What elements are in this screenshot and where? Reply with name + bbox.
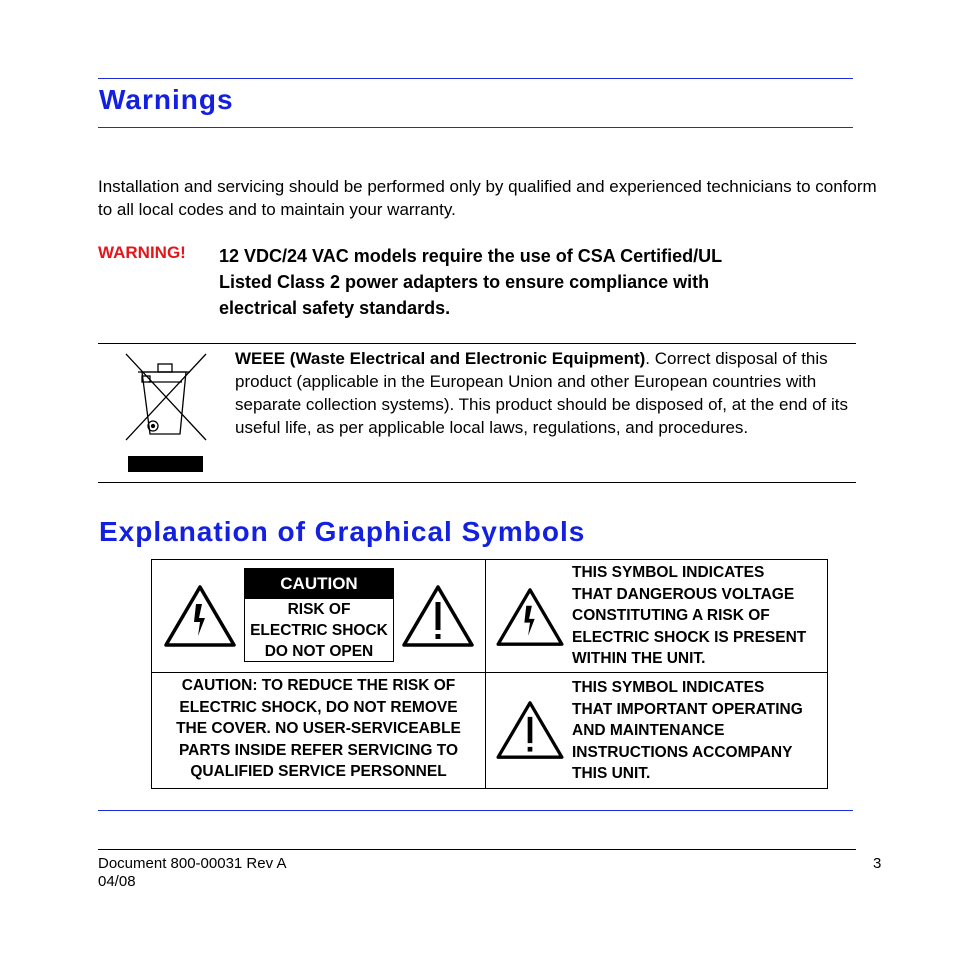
desc-line: ELECTRIC SHOCK IS PRESENT — [572, 628, 807, 646]
desc-line: CONSTITUTING A RISK OF — [572, 607, 770, 624]
caution-sub-line: DO NOT OPEN — [264, 643, 374, 660]
weee-paragraph — [235, 347, 860, 439]
top-rule — [98, 78, 853, 79]
weee-rest: . Correct disposal of this product (applicable in the European Union and other European countries with separate collection systems). This product should be disposed of, at the end of its useful life, as per applicable local laws, regulations, and procedures. — [235, 349, 848, 437]
intro-paragraph: Installation and servicing should be performed only by qualified and experienced technicians to conform to all local codes and to maintain your warranty. — [98, 177, 877, 219]
footer-doc-info — [98, 855, 286, 891]
weee-top-rule — [98, 343, 856, 344]
desc-line: THAT DANGEROUS VOLTAGE — [572, 585, 795, 603]
lightning-triangle-icon — [163, 584, 237, 648]
warning-label: WARNING! — [98, 243, 186, 262]
caution-sub-line: ELECTRIC SHOCK — [250, 622, 388, 639]
desc-line: QUALIFIED SERVICE PERSONNEL — [190, 763, 447, 780]
table-divider-horizontal — [151, 672, 828, 673]
lightning-triangle-icon — [495, 587, 565, 647]
warnings-title: Warnings — [99, 84, 234, 115]
desc-line: CAUTION: TO REDUCE THE RISK OF — [181, 677, 456, 694]
desc-line: THE COVER. NO USER-SERVICEABLE — [176, 720, 461, 737]
document-id: Document 800-00031 Rev A — [98, 855, 287, 872]
page-number: 3 — [873, 855, 882, 872]
exclamation-triangle-icon — [401, 584, 475, 648]
desc-line: AND MAINTENANCE — [572, 722, 725, 739]
symbols-title: Explanation of Graphical Symbols — [99, 516, 586, 547]
warnings-title-rule — [98, 127, 853, 128]
exclaim-description — [572, 677, 822, 785]
warning-line: electrical safety standards. — [219, 298, 451, 318]
warning-line: 12 VDC/24 VAC models require the use of CSA Certified/UL — [219, 246, 723, 266]
desc-line: THIS SYMBOL INDICATES — [572, 679, 765, 696]
desc-line: WITHIN THE UNIT. — [572, 650, 706, 667]
weee-bold: WEEE (Waste Electrical and Electronic Equipment) — [235, 349, 646, 368]
bottom-blue-rule — [98, 810, 853, 811]
warning-text — [219, 243, 819, 321]
weee-bin-icon — [122, 352, 208, 474]
caution-heading: CAUTION — [245, 569, 393, 599]
desc-line: ELECTRIC SHOCK, DO NOT REMOVE — [179, 698, 458, 716]
caution-sub-line: RISK OF — [287, 601, 351, 618]
desc-line: THIS UNIT. — [572, 765, 651, 782]
desc-line: PARTS INSIDE REFER SERVICING TO — [178, 741, 459, 759]
exclamation-triangle-icon — [495, 700, 565, 760]
table-divider-vertical — [485, 559, 486, 789]
desc-line: THIS SYMBOL INDICATES — [572, 564, 765, 581]
document-date: 04/08 — [98, 873, 136, 890]
desc-line: INSTRUCTIONS ACCOMPANY — [572, 743, 793, 761]
shock-description — [572, 562, 822, 670]
caution-description — [152, 675, 485, 783]
desc-line: THAT IMPORTANT OPERATING — [572, 700, 803, 718]
weee-bottom-rule — [98, 482, 856, 483]
warning-line: Listed Class 2 power adapters to ensure compliance with — [219, 272, 710, 292]
footer-rule — [98, 849, 856, 850]
caution-label — [244, 568, 394, 662]
